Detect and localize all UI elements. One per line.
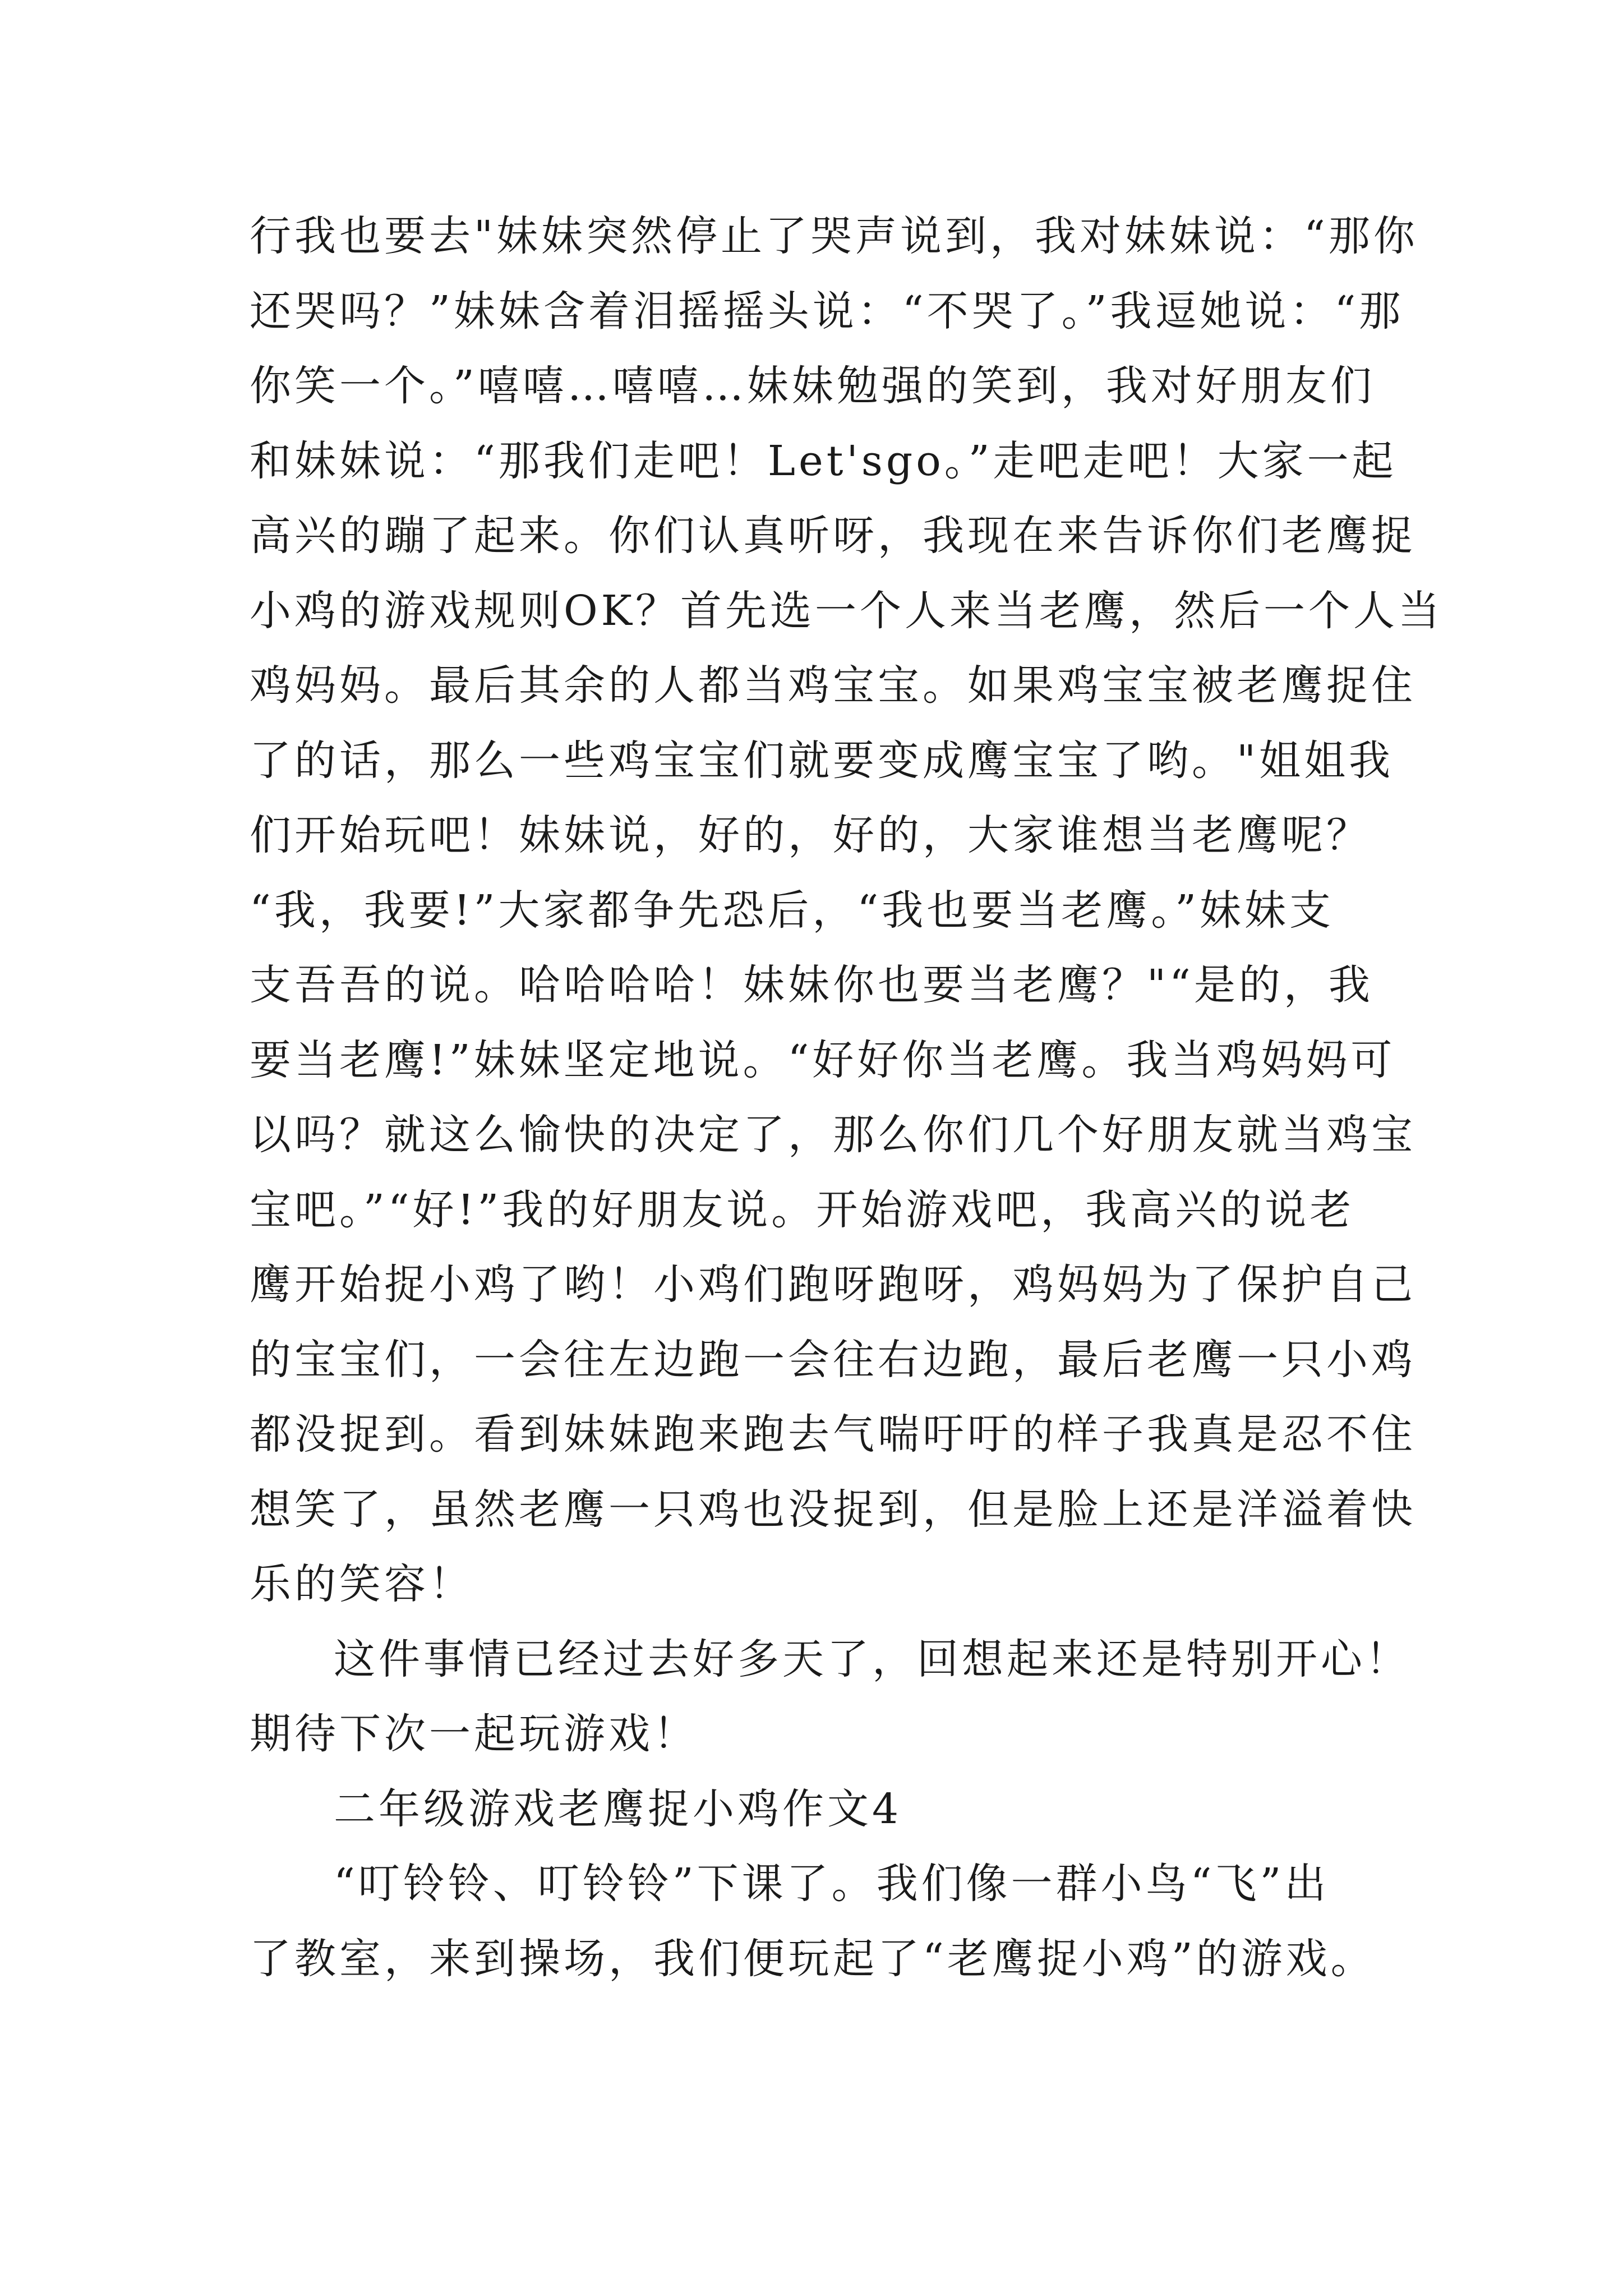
text-line: 还哭吗？”妹妹含着泪摇摇头说：“不哭了。”我逗她说：“那 — [250, 287, 1404, 335]
text-line: 都没捉到。看到妹妹跑来跑去气喘吁吁的样子我真是忍不住 — [250, 1410, 1416, 1458]
text-line: 了教室，来到操场，我们便玩起了“老鹰捉小鸡”的游戏。 — [250, 1934, 1376, 1983]
essay-heading — [250, 1772, 1427, 1847]
text-line: “叮铃铃、叮铃铃”下课了。我们像一群小鸟“飞”出 — [334, 1860, 1330, 1908]
text-line: 以吗？就这么愉快的决定了，那么你们几个好朋友就当鸡宝 — [250, 1111, 1416, 1159]
text-line: 支吾吾的说。哈哈哈哈！妹妹你也要当老鹰？"“是的，我 — [250, 961, 1373, 1009]
text-line: 你笑一个。”嘻嘻…嘻嘻…妹妹勉强的笑到，我对好朋友们 — [250, 362, 1375, 410]
text-line: 期待下次一起玩游戏！ — [250, 1710, 698, 1758]
text-line: 和妹妹说：“那我们走吧！Let'sgo。”走吧走吧！大家一起 — [250, 436, 1397, 485]
paragraph-story-continuation — [250, 199, 1443, 1622]
text-line: 小鸡的游戏规则OK？首先选一个人来当老鹰，然后一个人当 — [250, 586, 1443, 635]
text-line: 高兴的蹦了起来。你们认真听呀，我现在来告诉你们老鹰捉 — [250, 512, 1416, 560]
text-line: 的宝宝们，一会往左边跑一会往右边跑，最后老鹰一只小鸡 — [250, 1335, 1416, 1384]
text-line: 乐的笑容！ — [250, 1560, 474, 1608]
text-line: 们开始玩吧！妹妹说，好的，好的，大家谁想当老鹰呢？ — [250, 811, 1371, 859]
text-line: 这件事情已经过去好多天了，回想起来还是特别开心！ — [334, 1635, 1410, 1683]
heading-text: 二年级游戏老鹰捉小鸡作文4 — [334, 1784, 902, 1833]
text-line: 鹰开始捉小鸡了哟！小鸡们跑呀跑呀，鸡妈妈为了保护自己 — [250, 1260, 1416, 1309]
text-line: 鸡妈妈。最后其余的人都当鸡宝宝。如果鸡宝宝被老鹰捉住 — [250, 661, 1416, 710]
paragraph-new-essay — [250, 1847, 1427, 1996]
text-line: 行我也要去"妹妹突然停止了哭声说到，我对妹妹说：“那你 — [250, 212, 1418, 260]
text-line: 宝吧。”“好!”我的好朋友说。开始游戏吧，我高兴的说老 — [250, 1185, 1355, 1234]
text-line: 了的话，那么一些鸡宝宝们就要变成鹰宝宝了哟。"姐姐我 — [250, 736, 1394, 785]
text-line: 想笑了，虽然老鹰一只鸡也没捉到，但是脸上还是洋溢着快 — [250, 1485, 1416, 1534]
paragraph-conclusion — [250, 1622, 1427, 1772]
text-line: “我，我要!”大家都争先恐后，“我也要当老鹰。”妹妹支 — [250, 886, 1335, 935]
document-body — [250, 199, 1443, 1996]
text-line: 要当老鹰!”妹妹坚定地说。“好好你当老鹰。我当鸡妈妈可 — [250, 1036, 1396, 1084]
